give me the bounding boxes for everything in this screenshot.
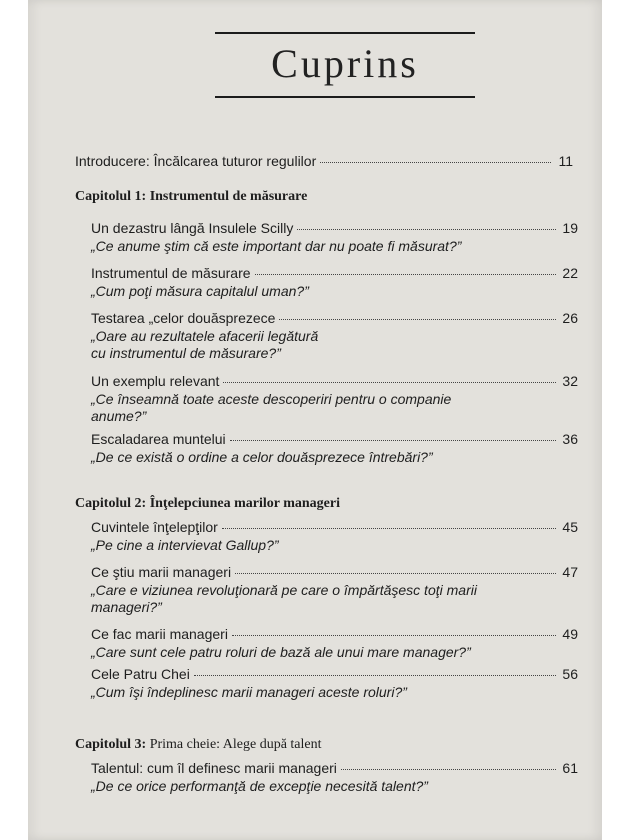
toc-page-number: 49 xyxy=(562,626,578,642)
chapter-heading: Capitolul 3: Prima cheie: Alege după talent xyxy=(75,737,322,752)
toc-page-number: 32 xyxy=(562,373,578,389)
toc-entry xyxy=(91,431,578,447)
toc-entry-question: „Pe cine a intervievat Gallup?” xyxy=(91,537,279,553)
toc-page-number: 26 xyxy=(562,310,578,326)
toc-entry-title: Ce ştiu marii manageri xyxy=(91,564,232,580)
toc-entry-title: Un exemplu relevant xyxy=(91,373,220,389)
toc-entry xyxy=(91,519,578,535)
dot-leader xyxy=(297,229,556,230)
toc-page-number: 36 xyxy=(562,431,578,447)
toc-entry-title: Cuvintele înţelepţilor xyxy=(91,519,218,535)
chapter-heading: Capitolul 1: Instrumentul de măsurare xyxy=(75,189,308,204)
dot-leader xyxy=(255,274,556,275)
toc-page-number: 11 xyxy=(558,153,573,169)
chapter-heading: Capitolul 2: Înţelepciunea marilor manageri xyxy=(75,496,340,511)
toc-entry-title: Un dezastru lângă Insulele Scilly xyxy=(91,220,294,236)
toc-page-number: 19 xyxy=(562,220,578,236)
dot-leader xyxy=(230,440,556,441)
toc-entry-question: „Cum poţi măsura capitalul uman?” xyxy=(91,283,309,299)
toc-page-number: 61 xyxy=(562,760,578,776)
title-rule-top xyxy=(215,32,475,34)
toc-entry xyxy=(91,666,578,682)
toc-page-number: 45 xyxy=(562,519,578,535)
toc-entry-question: „Ce anume ştim că este important dar nu poate fi măsurat?” xyxy=(91,238,462,254)
toc-entry xyxy=(91,265,578,281)
toc-entry-question: „De ce orice performanţă de excepţie necesită talent?” xyxy=(91,778,428,794)
toc-entry-question: „Care e viziunea revoluţionară pe care o împărtăşesc toţi marii manageri?” xyxy=(91,582,477,615)
dot-leader xyxy=(341,769,556,770)
dot-leader xyxy=(232,635,556,636)
toc-entry-title: Introducere: Încălcarea tuturor regulilor xyxy=(75,153,317,169)
toc-entry xyxy=(91,564,578,580)
toc-entry xyxy=(91,220,578,236)
toc-entry xyxy=(91,373,578,389)
page-title: Cuprins xyxy=(271,41,419,86)
toc-intro xyxy=(75,153,573,169)
toc-entry-title: Ce fac marii manageri xyxy=(91,626,228,642)
toc-page-number: 47 xyxy=(562,564,578,580)
toc-entry-title: Talentul: cum îl definesc marii manageri xyxy=(91,760,337,776)
toc-entry xyxy=(91,310,578,326)
toc-page-number: 22 xyxy=(562,265,578,281)
toc-entry-question: „Oare au rezultatele afacerii legătură cu instrumentul de măsurare?” xyxy=(91,328,319,361)
toc-entry-title: Cele Patru Chei xyxy=(91,666,190,682)
book-page xyxy=(28,0,602,840)
dot-leader xyxy=(320,162,551,163)
toc-entry-question: „Ce înseamnă toate aceste descoperiri pentru o companie anume?” xyxy=(91,391,452,424)
toc-entry-question: „Care sunt cele patru roluri de bază ale unui mare manager?” xyxy=(91,644,471,660)
toc-entry-title: Instrumentul de măsurare xyxy=(91,265,251,281)
toc-entry-question: „De ce există o ordine a celor douăsprezece întrebări?” xyxy=(91,449,433,465)
toc-entry-title: Testarea „celor douăsprezece xyxy=(91,310,276,326)
toc-entry xyxy=(91,760,578,776)
toc-entry-title: Escaladarea muntelui xyxy=(91,431,226,447)
toc-entry-question: „Cum îşi îndeplinesc marii manageri aceste roluri?” xyxy=(91,684,407,700)
dot-leader xyxy=(235,573,556,574)
dot-leader xyxy=(222,528,556,529)
toc-entry xyxy=(91,626,578,642)
title-rule-bottom xyxy=(215,96,475,98)
dot-leader xyxy=(279,319,556,320)
dot-leader xyxy=(223,382,556,383)
dot-leader xyxy=(194,675,556,676)
toc-page-number: 56 xyxy=(562,666,578,682)
